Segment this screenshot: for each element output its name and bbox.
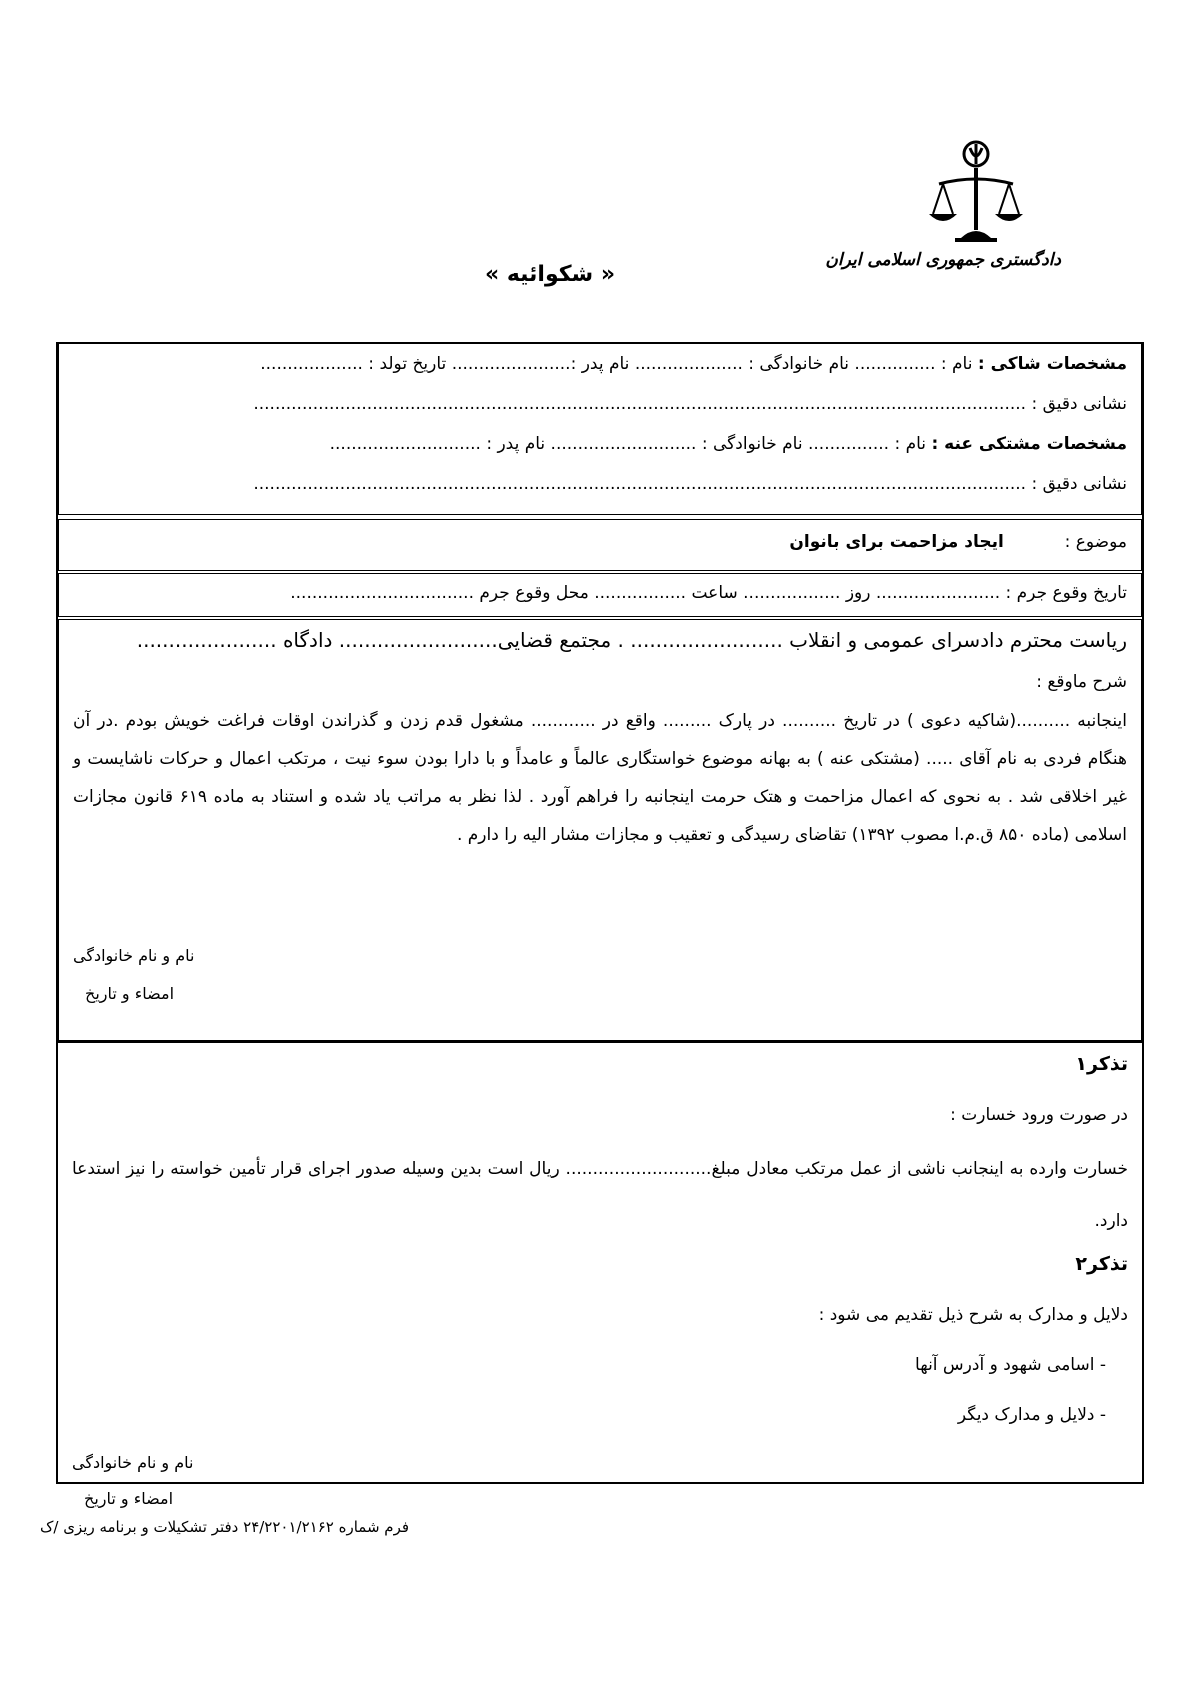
signature-name-label: نام و نام خانوادگی [73, 946, 195, 965]
signature-date-label: امضاء و تاریخ [85, 984, 175, 1003]
notes-section [58, 1043, 1142, 1508]
note1-intro: در صورت ورود خسارت : [950, 1105, 1128, 1125]
complainant-label: مشخصات شاکی : [977, 354, 1127, 374]
subject-value: ایجاد مزاحمت برای بانوان [789, 532, 1004, 552]
note2-heading: تذکر۲ [1075, 1253, 1128, 1275]
note1-heading: تذکر۱ [1075, 1053, 1128, 1075]
subject-label: موضوع : [1064, 532, 1127, 552]
subject-section [58, 519, 1142, 571]
signature-date-label: امضاء و تاریخ [84, 1489, 174, 1508]
defendant-label: مشخصات مشتکی عنه : [931, 434, 1127, 454]
crime-date-line: تاریخ وقوع جرم : ....................... روز .................. ساعت ................. محل وقوع جرم .................................. [290, 583, 1127, 603]
judiciary-emblem [825, 138, 1061, 270]
description-label: شرح ماوقع : [1036, 672, 1127, 692]
crime-date-section [58, 573, 1142, 617]
complainant-fields: نام : ............... نام خانوادگی : .................... نام پدر :...................... تاریخ تولد : ................... [260, 354, 973, 374]
parties-section [58, 344, 1142, 515]
scales-of-justice-icon [921, 138, 1031, 248]
evidence-item: - دلایل و مدارک دیگر [957, 1405, 1106, 1425]
statement-paragraph: اینجانبه ..........(شاکیه دعوی ) در تاریخ .......... در پارک ......... واقع در ............ مشغول قدم زدن و گذراندن اوقات فراغت خویش بودم .در آن هنگام فردی به نام آقای ..... (مشتکی عنه ) به بهانه موضوع خواستگاری عالماً و عامداً و با دارا بودن سوء نیت ، مرتکب اعمال و حرکات ناشایست و غیر اخلاقی شد . به نحوی که اعمال مزاحمت و هتک حرمت اینجانبه را فراهم آورد . لذا نظر به مراتب یاد شده و استناد به ماده ۶۱۹ قانون مجازات اسلامی (ماده ۸۵۰ ق.م.ا مصوب ۱۳۹۲) تقاضای رسیدگی و تعقیب و مجازات مشار الیه را دارم . [73, 711, 1128, 845]
complainant-line [73, 354, 1127, 374]
defendant-fields: نام : ............... نام خانوادگی : ........................... نام پدر : ............................ [329, 434, 927, 454]
evidence-item: - اسامی شهود و آدرس آنها [915, 1355, 1106, 1375]
document-title: « شکوائیه » [484, 262, 616, 287]
complaint-form [56, 342, 1144, 1508]
subject-line [73, 532, 1127, 552]
defendant-address: نشانی دقیق : ............................................................................................................................................... [253, 474, 1127, 494]
defendant-line [73, 434, 1127, 454]
note1-paragraph: خسارت وارده به اینجانب ناشی از عمل مرتکب معادل مبلغ........................... ریال است بدین وسیله صدور اجرای قرار تأمین خواسته را نیز استدعا دارد. [72, 1159, 1128, 1231]
addressee-line: ریاست محترم دادسرای عمومی و انقلاب ........................ . مجتمع قضایی......................... دادگاه ...................... [136, 628, 1127, 652]
statement-section [58, 619, 1142, 1043]
emblem-caption: دادگستری جمهوری اسلامی ایران [825, 250, 1061, 270]
signature-name-label: نام و نام خانوادگی [72, 1453, 194, 1472]
note2-intro: دلایل و مدارک به شرح ذیل تقدیم می شود : [818, 1305, 1128, 1325]
form-number-footer: فرم شماره ۲۴/۲۲۰۱/۲۱۶۲ دفتر تشکیلات و برنامه ریزی /ک [40, 1518, 410, 1536]
complainant-address: نشانی دقیق : ............................................................................................................................................... [253, 394, 1127, 414]
